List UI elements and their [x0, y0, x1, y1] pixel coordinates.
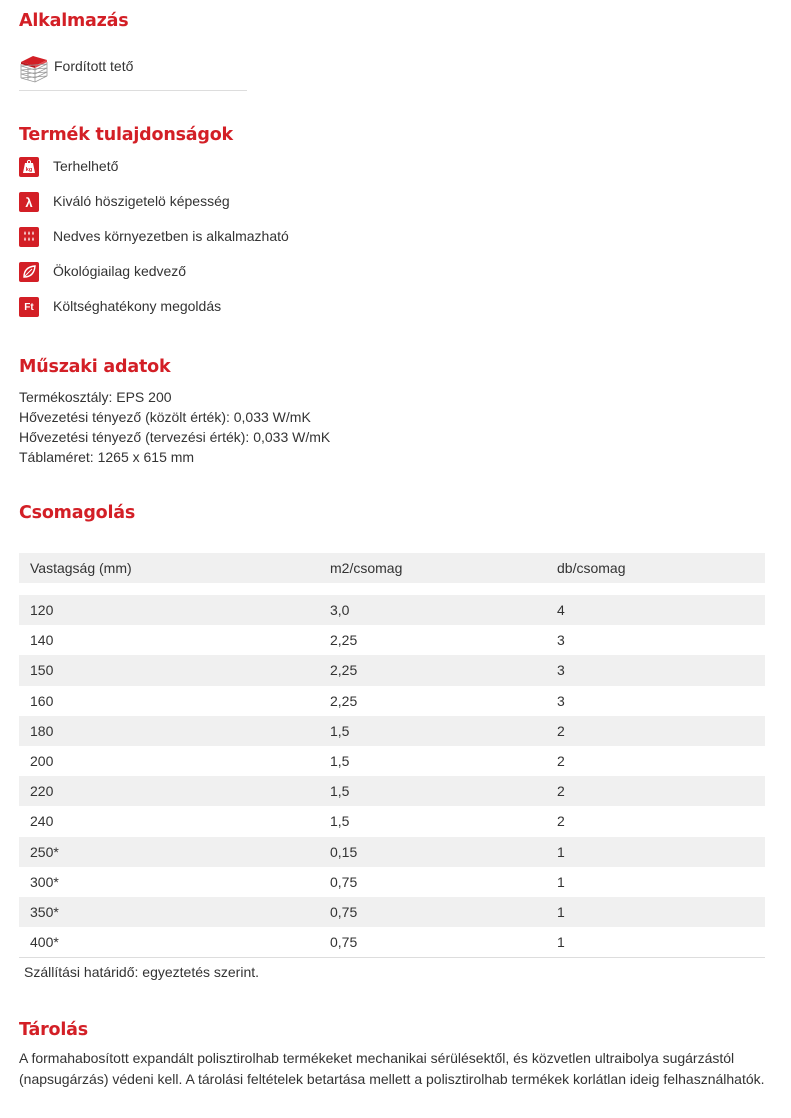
cell-pieces: 2: [557, 813, 565, 830]
cell-pieces: 3: [557, 632, 565, 649]
technical-heading: Műszaki adatok: [19, 357, 171, 377]
leaf-icon: [19, 262, 39, 282]
cell-pieces: 3: [557, 662, 565, 679]
cell-thickness: 200: [30, 753, 54, 770]
cell-thickness: 150: [30, 662, 54, 679]
property-item: [19, 297, 419, 319]
technical-line: Hővezetési tényező (tervezési érték): 0,033 W/mK: [19, 429, 331, 445]
cell-area: 2,25: [330, 662, 358, 679]
table-row: [19, 867, 765, 897]
application-heading: Alkalmazás: [19, 11, 129, 31]
table-row: [19, 625, 765, 655]
cell-area: 3,0: [330, 602, 350, 619]
property-item: [19, 262, 419, 284]
cell-area: 1,5: [330, 783, 350, 800]
column-header-thickness: Vastagság (mm): [30, 560, 132, 576]
technical-line: Hővezetési tényező (közölt érték): 0,033 W/mK: [19, 409, 311, 425]
weight-icon: [19, 157, 39, 177]
property-item: [19, 192, 419, 214]
property-label: Kiváló höszigetelö képesség: [53, 193, 230, 209]
property-label: Ökológiailag kedvező: [53, 263, 187, 279]
cell-pieces: 4: [557, 602, 565, 619]
properties-heading: Termék tulajdonságok: [19, 125, 233, 145]
storage-text: A formahabosított expandált polisztirolhab termékeket mechanikai sérülésektől, és közvetlen ultraibolya sugárzástól (napsugárzás) védeni kell. A tárolási feltételek betartása mellett a polisztirolhab termékek korlátlan ideig felhasználhatók.: [19, 1050, 765, 1087]
cell-thickness: 250*: [30, 843, 59, 860]
cell-pieces: 1: [557, 873, 565, 890]
table-row: [19, 776, 765, 806]
storage-heading: Tárolás: [19, 1020, 88, 1040]
table-row: [19, 806, 765, 836]
cell-thickness: 220: [30, 783, 54, 800]
packaging-heading: Csomagolás: [19, 503, 136, 523]
cell-pieces: 3: [557, 692, 565, 709]
cell-thickness: 180: [30, 722, 54, 739]
cell-pieces: 1: [557, 933, 565, 950]
property-item: [19, 227, 419, 249]
cell-area: 1,5: [330, 813, 350, 830]
cell-pieces: 2: [557, 783, 565, 800]
table-row: [19, 746, 765, 776]
svg-text:kg: kg: [25, 167, 33, 173]
column-header-area: m2/csomag: [330, 560, 403, 576]
cell-area: 1,5: [330, 753, 350, 770]
cell-thickness: 120: [30, 602, 54, 619]
cell-area: 0,75: [330, 933, 358, 950]
cell-pieces: 1: [557, 903, 565, 920]
technical-line: Termékosztály: EPS 200: [19, 389, 172, 405]
cell-area: 0,15: [330, 843, 358, 860]
property-item: [19, 157, 419, 179]
table-header-row: [19, 553, 765, 583]
cell-pieces: 2: [557, 722, 565, 739]
table-row: [19, 837, 765, 867]
cell-thickness: 350*: [30, 903, 59, 920]
packaging-table: [19, 553, 765, 958]
property-label: Költséghatékony megoldás: [53, 298, 222, 314]
delivery-note: Szállítási határidő: egyeztetés szerint.: [24, 964, 260, 980]
cell-area: 1,5: [330, 722, 350, 739]
cell-thickness: 400*: [30, 933, 59, 950]
cell-pieces: 1: [557, 843, 565, 860]
cell-thickness: 160: [30, 692, 54, 709]
cell-area: 0,75: [330, 903, 358, 920]
cell-area: 2,25: [330, 692, 358, 709]
roof-layers-icon: [19, 54, 49, 84]
table-row: [19, 686, 765, 716]
cell-area: 2,25: [330, 632, 358, 649]
cell-area: 0,75: [330, 873, 358, 890]
lambda-icon: λ: [19, 192, 39, 212]
column-header-pieces: db/csomag: [557, 560, 626, 576]
table-row: [19, 927, 765, 957]
application-item-label: Fordított tető: [54, 58, 134, 74]
technical-line: Táblaméret: 1265 x 615 mm: [19, 449, 195, 465]
cell-thickness: 140: [30, 632, 54, 649]
table-row: [19, 595, 765, 625]
table-row: [19, 655, 765, 685]
forint-icon: Ft: [19, 297, 39, 317]
property-label: Nedves környezetben is alkalmazható: [53, 228, 289, 244]
water-drops-icon: [19, 227, 39, 247]
table-row: [19, 716, 765, 746]
property-label: Terhelhető: [53, 158, 119, 174]
table-row: [19, 897, 765, 927]
cell-thickness: 300*: [30, 873, 59, 890]
cell-thickness: 240: [30, 813, 54, 830]
cell-pieces: 2: [557, 753, 565, 770]
application-item: [19, 54, 247, 91]
